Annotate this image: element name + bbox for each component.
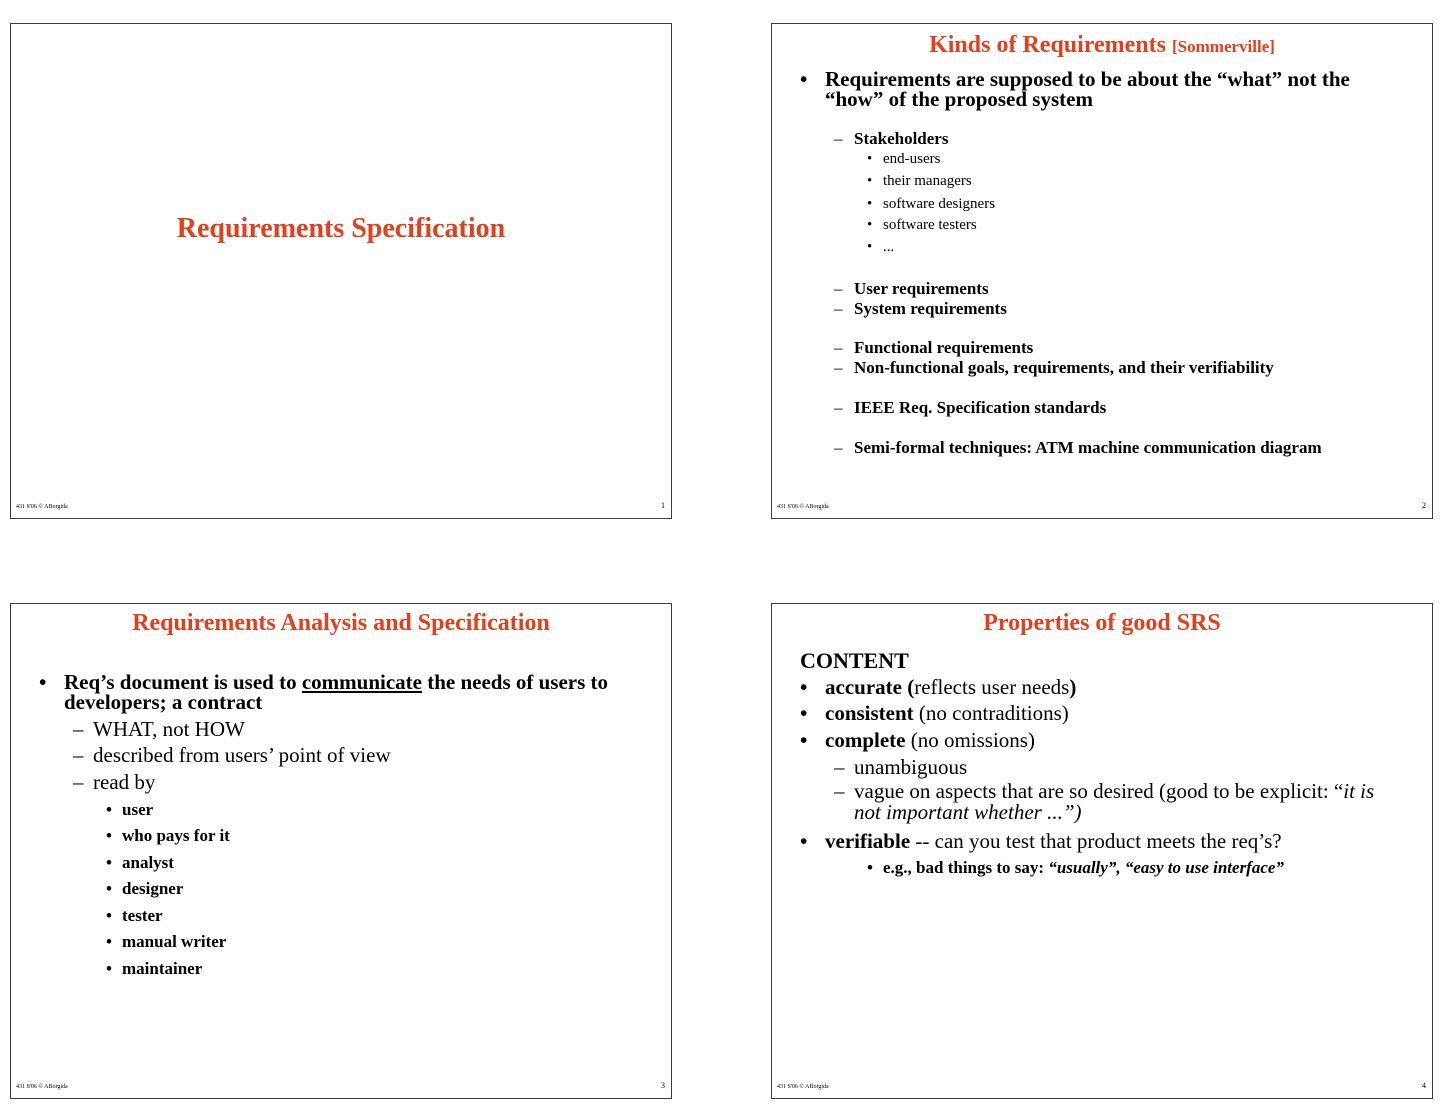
bullet-icon: • xyxy=(867,858,873,877)
sub-item xyxy=(73,743,391,768)
list-item-label: tester xyxy=(122,906,163,925)
bullet-icon: • xyxy=(867,239,873,255)
bullet-icon: • xyxy=(800,67,808,91)
sub-item-label: unambiguous xyxy=(854,755,968,779)
sub-item-label: Functional requirements xyxy=(854,338,1034,357)
italic-quote: it is xyxy=(1343,779,1375,803)
property-desc: (no omissions) xyxy=(905,728,1035,752)
slide-3 xyxy=(10,603,672,1099)
property-item xyxy=(800,829,1282,854)
sub-item xyxy=(834,755,968,780)
property-paren: ( xyxy=(901,675,915,699)
bullet-line: Requirements are supposed to be about the “what” not the xyxy=(825,67,1350,91)
citation: [Sommerville] xyxy=(1172,37,1275,56)
slide-1 xyxy=(10,23,672,519)
dash-icon: – xyxy=(73,743,84,767)
property-name: complete xyxy=(825,728,906,752)
bullet-icon: • xyxy=(106,906,112,925)
sub-item xyxy=(73,717,245,742)
slide-title xyxy=(772,32,1432,59)
list-item-label: maintainer xyxy=(122,959,203,978)
property-desc: -- can you test that product meets the req’s? xyxy=(910,829,1282,853)
main-bullet xyxy=(800,67,1415,111)
sub-item xyxy=(834,279,989,299)
sub-item-label: User requirements xyxy=(854,279,989,298)
dash-icon: – xyxy=(834,338,843,357)
page-number: 1 xyxy=(661,501,665,510)
bullet-icon: • xyxy=(800,701,808,725)
slide-4 xyxy=(771,603,1433,1099)
property-name: consistent xyxy=(825,701,914,725)
emphasized-word: communicate xyxy=(301,670,422,694)
page-number: 2 xyxy=(1422,501,1426,510)
sub-item-label: Stakeholders xyxy=(854,129,949,148)
property-item xyxy=(800,728,1035,753)
dash-icon: – xyxy=(834,438,843,457)
sub-item-label: Semi-formal techniques: ATM machine communication diagram xyxy=(854,438,1322,457)
bullet-text: Req’s document is used to xyxy=(64,670,297,694)
list-item-label: end-users xyxy=(883,151,941,167)
property-desc: (no contraditions) xyxy=(913,701,1069,725)
list-item-label: who pays for it xyxy=(122,826,230,845)
list-item xyxy=(867,217,977,234)
slide-title-text: Kinds of Requirements xyxy=(929,32,1166,58)
dash-icon: – xyxy=(834,358,843,377)
bullet-icon: • xyxy=(800,829,808,853)
slide-2 xyxy=(771,23,1433,519)
property-name: accurate xyxy=(825,675,902,699)
list-item-label: user xyxy=(122,800,154,819)
list-item xyxy=(106,906,163,926)
list-item xyxy=(867,151,941,168)
slide-footer: 431 S'06 © ABorgida xyxy=(16,1084,68,1090)
list-item xyxy=(106,853,174,873)
list-item-label: designer xyxy=(122,879,184,898)
sub-item xyxy=(834,779,1414,824)
sub-item-stakeholders xyxy=(834,129,949,149)
bullet-icon: • xyxy=(800,675,808,699)
dash-icon: – xyxy=(834,398,843,417)
list-item xyxy=(106,879,184,899)
property-name: verifiable xyxy=(825,829,911,853)
page-number: 4 xyxy=(1422,1081,1426,1090)
bullet-icon: • xyxy=(39,670,47,694)
list-item xyxy=(867,173,972,190)
sub-item xyxy=(834,398,1107,418)
sub-item xyxy=(834,338,1034,358)
sub-item-label: read by xyxy=(93,770,156,794)
dash-icon: – xyxy=(834,755,845,779)
slide-title: Requirements Analysis and Specification xyxy=(132,610,550,636)
bullet-icon: • xyxy=(867,217,873,233)
property-item xyxy=(800,701,1069,726)
list-item xyxy=(106,826,230,846)
bullet-line: “how” of the proposed system xyxy=(825,87,1093,111)
list-item xyxy=(106,800,154,820)
dash-icon: – xyxy=(73,717,84,741)
bullet-icon: • xyxy=(106,800,112,819)
bullet-icon: • xyxy=(106,932,112,951)
italic-quote: not important whether ...”) xyxy=(854,800,1082,824)
property-desc: reflects user needs xyxy=(914,675,1070,699)
bullet-icon: • xyxy=(106,959,112,978)
example-quotes: “usually”, “easy to use interface” xyxy=(1048,858,1284,877)
slide-footer: 431 S'06 © ABorgida xyxy=(777,1084,829,1090)
list-item xyxy=(106,959,203,979)
bullet-icon: • xyxy=(867,196,873,212)
page-number: 3 xyxy=(661,1081,665,1090)
list-item-label: software testers xyxy=(883,217,977,233)
sub-item xyxy=(834,299,1007,319)
property-item xyxy=(800,675,1077,700)
list-item-label: software designers xyxy=(883,196,996,212)
list-item-label: manual writer xyxy=(122,932,227,951)
sub-item-label: vague on aspects that are so desired (good to be explicit: “ xyxy=(854,779,1344,803)
bullet-icon: • xyxy=(106,853,112,872)
dash-icon: – xyxy=(834,129,843,148)
bullet-text: the needs of users to xyxy=(427,670,609,694)
list-item-label: ... xyxy=(883,239,895,255)
list-item xyxy=(867,196,996,213)
bullet-icon: • xyxy=(106,879,112,898)
example-item xyxy=(867,858,1284,878)
example-label: e.g., bad things to say: xyxy=(883,858,1049,877)
sub-item xyxy=(834,358,1274,378)
property-paren: ) xyxy=(1069,675,1077,699)
bullet-line: developers; a contract xyxy=(64,690,263,714)
dash-icon: – xyxy=(834,279,843,298)
sub-item-label: IEEE Req. Specification standards xyxy=(854,398,1107,417)
slide-title: Requirements Specification xyxy=(176,213,506,244)
bullet-icon: • xyxy=(867,151,873,167)
dash-icon: – xyxy=(834,779,845,803)
dash-icon: – xyxy=(73,770,84,794)
slide-footer: 431 S'06 © ABorgida xyxy=(777,504,829,510)
sub-item-label: System requirements xyxy=(854,299,1007,318)
sub-item-label: described from users’ point of view xyxy=(93,743,391,767)
sub-item xyxy=(834,438,1322,458)
bullet-icon: • xyxy=(106,826,112,845)
list-item-label: analyst xyxy=(122,853,174,872)
list-item-label: their managers xyxy=(883,173,972,189)
slide-footer: 431 S'06 © ABorgida xyxy=(16,504,68,510)
slide-title: Properties of good SRS xyxy=(983,610,1221,636)
list-item xyxy=(106,932,227,952)
sub-item xyxy=(73,770,156,795)
sub-item-label: Non-functional goals, requirements, and their verifiability xyxy=(854,358,1274,377)
main-bullet xyxy=(39,670,664,714)
sub-item-label: WHAT, not HOW xyxy=(93,717,245,741)
bullet-line xyxy=(64,672,664,692)
section-heading: CONTENT xyxy=(800,648,909,673)
bullet-icon: • xyxy=(800,728,808,752)
dash-icon: – xyxy=(834,299,843,318)
bullet-icon: • xyxy=(867,173,873,189)
list-item xyxy=(867,239,895,256)
